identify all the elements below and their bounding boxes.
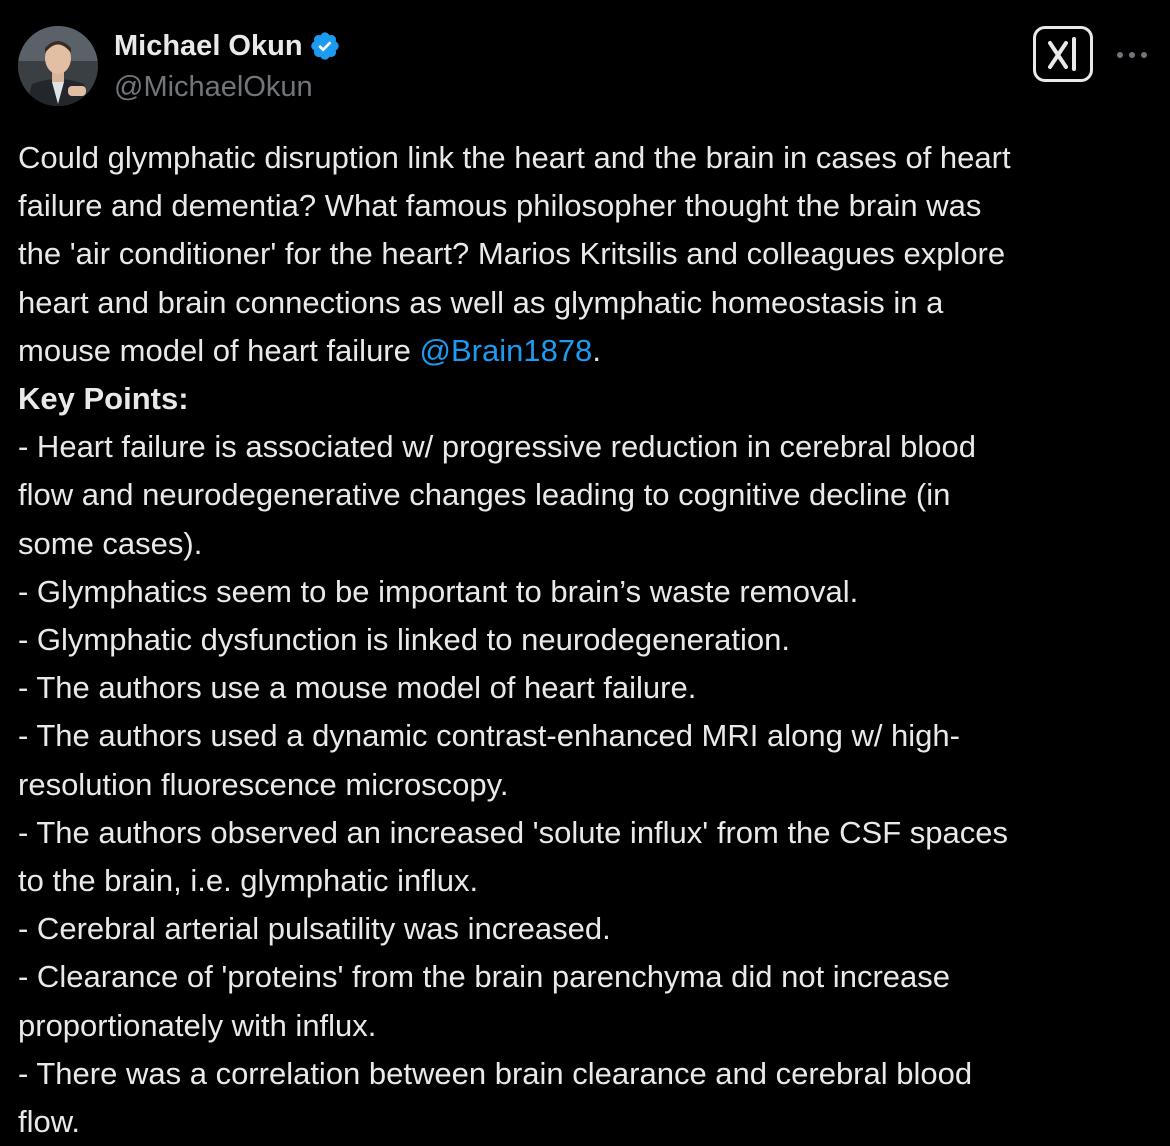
key-point-line: - The authors used a dynamic contrast-enhanced MRI along w/ high-	[18, 718, 960, 754]
author-name[interactable]: Michael Okun	[114, 30, 303, 62]
avatar[interactable]	[18, 26, 98, 106]
key-point-line: - Heart failure is associated w/ progressive reduction in cerebral blood	[18, 429, 977, 465]
key-point-line: some cases).	[18, 525, 203, 561]
key-point-line: - Cerebral arterial pulsatility was increased.	[18, 911, 611, 947]
key-point-line: flow.	[18, 1104, 81, 1140]
key-point-line: - There was a correlation between brain clearance and cerebral blood	[18, 1055, 973, 1091]
mention-link[interactable]: @Brain1878	[419, 332, 593, 368]
tweet-text-segment: .	[592, 332, 601, 368]
key-point-line: proportionately with influx.	[18, 1007, 377, 1043]
more-icon	[1112, 40, 1152, 70]
tweet-line-with-mention	[18, 327, 1158, 375]
author-handle[interactable]: @MichaelOkun	[114, 71, 313, 103]
tweet-line: heart and brain connections as well as glymphatic homeostasis in a	[18, 284, 944, 320]
tweet-text-segment: mouse model of heart failure	[18, 332, 420, 368]
author-name-row[interactable]	[114, 27, 341, 65]
key-point-line: - The authors observed an increased 'solute influx' from the CSF spaces	[18, 814, 1008, 850]
tweet-line: the 'air conditioner' for the heart? Marios Kritsilis and colleagues explore	[18, 236, 1006, 272]
grok-button[interactable]	[1033, 26, 1093, 82]
key-point-line: to the brain, i.e. glymphatic influx.	[18, 863, 479, 899]
tweet-line: failure and dementia? What famous philosopher thought the brain was	[18, 188, 982, 224]
key-point-line: - The authors use a mouse model of heart failure.	[18, 670, 697, 706]
more-options-button[interactable]	[1112, 40, 1152, 70]
key-point-line: - Glymphatic dysfunction is linked to neurodegeneration.	[18, 622, 790, 658]
tweet-text	[18, 134, 1158, 1146]
key-point-line: - Clearance of 'proteins' from the brain parenchyma did not increase	[18, 959, 950, 995]
key-point-line: resolution fluorescence microscopy.	[18, 766, 509, 802]
key-points-heading: Key Points:	[18, 381, 189, 417]
key-point-line: - Glymphatics seem to be important to brain’s waste removal.	[18, 573, 859, 609]
grok-icon	[1036, 29, 1090, 79]
verified-badge-icon	[309, 30, 341, 62]
key-point-line: flow and neurodegenerative changes leading to cognitive decline (in	[18, 477, 951, 513]
tweet-line: Could glymphatic disruption link the heart and the brain in cases of heart	[18, 140, 1011, 175]
